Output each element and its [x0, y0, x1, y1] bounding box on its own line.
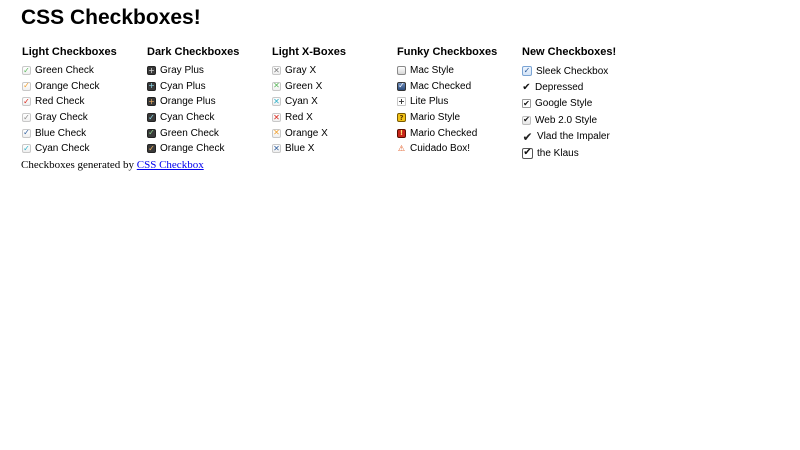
- checkbox-label: Google Style: [535, 98, 593, 110]
- x-icon[interactable]: ✕: [273, 112, 280, 122]
- x-icon[interactable]: ✕: [273, 96, 280, 106]
- checkbox-item[interactable]: [146, 125, 271, 141]
- checkbox-item[interactable]: [396, 79, 521, 95]
- checkbox-item[interactable]: [396, 110, 521, 126]
- checkbox-label: Red Check: [35, 96, 85, 108]
- plus-icon[interactable]: +: [148, 81, 155, 91]
- checkbox-label: Cuidado Box!: [410, 143, 471, 155]
- checkbox-label: Orange Plus: [160, 96, 216, 108]
- checkbox-label: Green Check: [35, 65, 94, 77]
- checkbox-item[interactable]: [521, 79, 646, 95]
- checkbox-item[interactable]: [21, 79, 146, 95]
- check-icon[interactable]: ✓: [23, 81, 30, 91]
- check-icon[interactable]: ✔: [523, 98, 530, 108]
- checkbox-item[interactable]: [271, 79, 396, 95]
- checkbox-item[interactable]: [146, 94, 271, 110]
- question-block-icon[interactable]: ?: [397, 113, 406, 122]
- checkbox-label: Red X: [285, 112, 313, 124]
- checkbox-item[interactable]: [396, 141, 521, 157]
- x-icon[interactable]: ✕: [273, 81, 280, 91]
- checkbox-item[interactable]: [21, 94, 146, 110]
- checkbox-item[interactable]: [21, 63, 146, 79]
- column-new-checkboxes: [521, 46, 646, 161]
- checkbox-label: Vlad the Impaler: [537, 131, 610, 143]
- checkbox-item[interactable]: [521, 63, 646, 79]
- checkbox-label: Cyan Plus: [160, 80, 206, 92]
- plus-icon[interactable]: +: [148, 96, 155, 106]
- x-icon[interactable]: ✕: [273, 143, 280, 153]
- checkbox-item[interactable]: [271, 94, 396, 110]
- plus-icon[interactable]: +: [398, 96, 405, 106]
- column-title: Light Checkboxes: [22, 46, 117, 58]
- x-icon[interactable]: ✕: [273, 128, 280, 138]
- checkbox-item[interactable]: [21, 125, 146, 141]
- checkbox-label: Depressed: [535, 82, 584, 94]
- checkbox-label: Orange Check: [160, 143, 225, 155]
- checkbox-label: Gray Plus: [160, 65, 204, 77]
- column-title: Light X-Boxes: [272, 46, 346, 58]
- checkbox-label: Mario Style: [410, 112, 461, 124]
- x-icon[interactable]: ✕: [273, 65, 280, 75]
- column-light-x-boxes: [271, 46, 396, 161]
- footer: [21, 159, 204, 171]
- check-icon[interactable]: ✓: [148, 128, 155, 138]
- checkbox-item[interactable]: [271, 63, 396, 79]
- checkbox-item[interactable]: [396, 125, 521, 141]
- checkbox-label: Lite Plus: [410, 96, 449, 108]
- checkbox-label: Blue Check: [35, 127, 87, 139]
- checkbox-label: Web 2.0 Style: [535, 114, 598, 126]
- check-icon[interactable]: ✓: [23, 143, 30, 153]
- warning-icon[interactable]: ⚠: [397, 143, 406, 153]
- checkbox-label: Mario Checked: [410, 127, 478, 139]
- checkbox-label: Blue X: [285, 143, 315, 155]
- checkbox-item[interactable]: [21, 110, 146, 126]
- plus-icon[interactable]: +: [148, 65, 155, 75]
- check-icon[interactable]: ✓: [23, 65, 30, 75]
- checkbox-item[interactable]: [271, 125, 396, 141]
- checkbox-item[interactable]: [396, 63, 521, 79]
- check-icon[interactable]: ✓: [398, 81, 405, 91]
- checkbox-label: Mac Style: [410, 65, 454, 77]
- checkbox-label: Gray X: [285, 65, 317, 77]
- checkbox-label: Orange Check: [35, 80, 100, 92]
- checkbox-label: Green Check: [160, 127, 219, 139]
- checkbox-empty-icon[interactable]: [397, 66, 406, 75]
- checkbox-item[interactable]: [146, 79, 271, 95]
- checkbox-item[interactable]: [146, 141, 271, 157]
- check-icon[interactable]: ✔: [522, 81, 531, 93]
- checkbox-label: Gray Check: [35, 112, 88, 124]
- footer-text: Checkboxes generated by: [21, 159, 135, 171]
- exclamation-block-icon[interactable]: !: [397, 129, 406, 138]
- page-title: CSS Checkboxes!: [21, 6, 201, 29]
- check-icon[interactable]: ✓: [148, 143, 155, 153]
- check-icon[interactable]: ✓: [23, 112, 30, 122]
- checkbox-item[interactable]: [271, 141, 396, 157]
- checkbox-item[interactable]: [271, 110, 396, 126]
- column-dark-checkboxes: [146, 46, 271, 161]
- checkbox-columns: [21, 46, 646, 161]
- checkbox-item[interactable]: [521, 145, 646, 161]
- check-icon[interactable]: ✓: [148, 112, 155, 122]
- checkbox-item[interactable]: [21, 141, 146, 157]
- checkbox-label: the Klaus: [537, 147, 579, 159]
- checkbox-label: Cyan X: [285, 96, 318, 108]
- checkbox-item[interactable]: [396, 94, 521, 110]
- column-title: Funky Checkboxes: [397, 46, 498, 58]
- checkbox-label: Cyan Check: [35, 143, 90, 155]
- checkbox-label: Cyan Check: [160, 112, 215, 124]
- column-light-checkboxes: [21, 46, 146, 161]
- checkbox-label: Orange X: [285, 127, 328, 139]
- check-icon[interactable]: ✓: [23, 128, 30, 138]
- check-icon[interactable]: ✔: [523, 147, 532, 159]
- checkbox-label: Sleek Checkbox: [536, 65, 609, 77]
- check-icon[interactable]: ✓: [523, 66, 531, 76]
- checkbox-label: Green X: [285, 80, 323, 92]
- checkbox-item[interactable]: [521, 129, 646, 145]
- column-title: Dark Checkboxes: [147, 46, 240, 58]
- check-icon[interactable]: ✓: [23, 96, 30, 106]
- checkbox-label: Mac Checked: [410, 80, 472, 92]
- checkbox-item[interactable]: [521, 96, 646, 112]
- css-checkbox-link[interactable]: CSS Checkbox: [136, 159, 204, 171]
- column-title: New Checkboxes!: [522, 46, 617, 58]
- checkbox-item[interactable]: [146, 110, 271, 126]
- check-icon[interactable]: ✔: [523, 115, 530, 125]
- column-funky-checkboxes: [396, 46, 521, 161]
- check-icon[interactable]: ✔: [522, 129, 533, 144]
- checkbox-item[interactable]: [146, 63, 271, 79]
- checkbox-item[interactable]: [521, 112, 646, 128]
